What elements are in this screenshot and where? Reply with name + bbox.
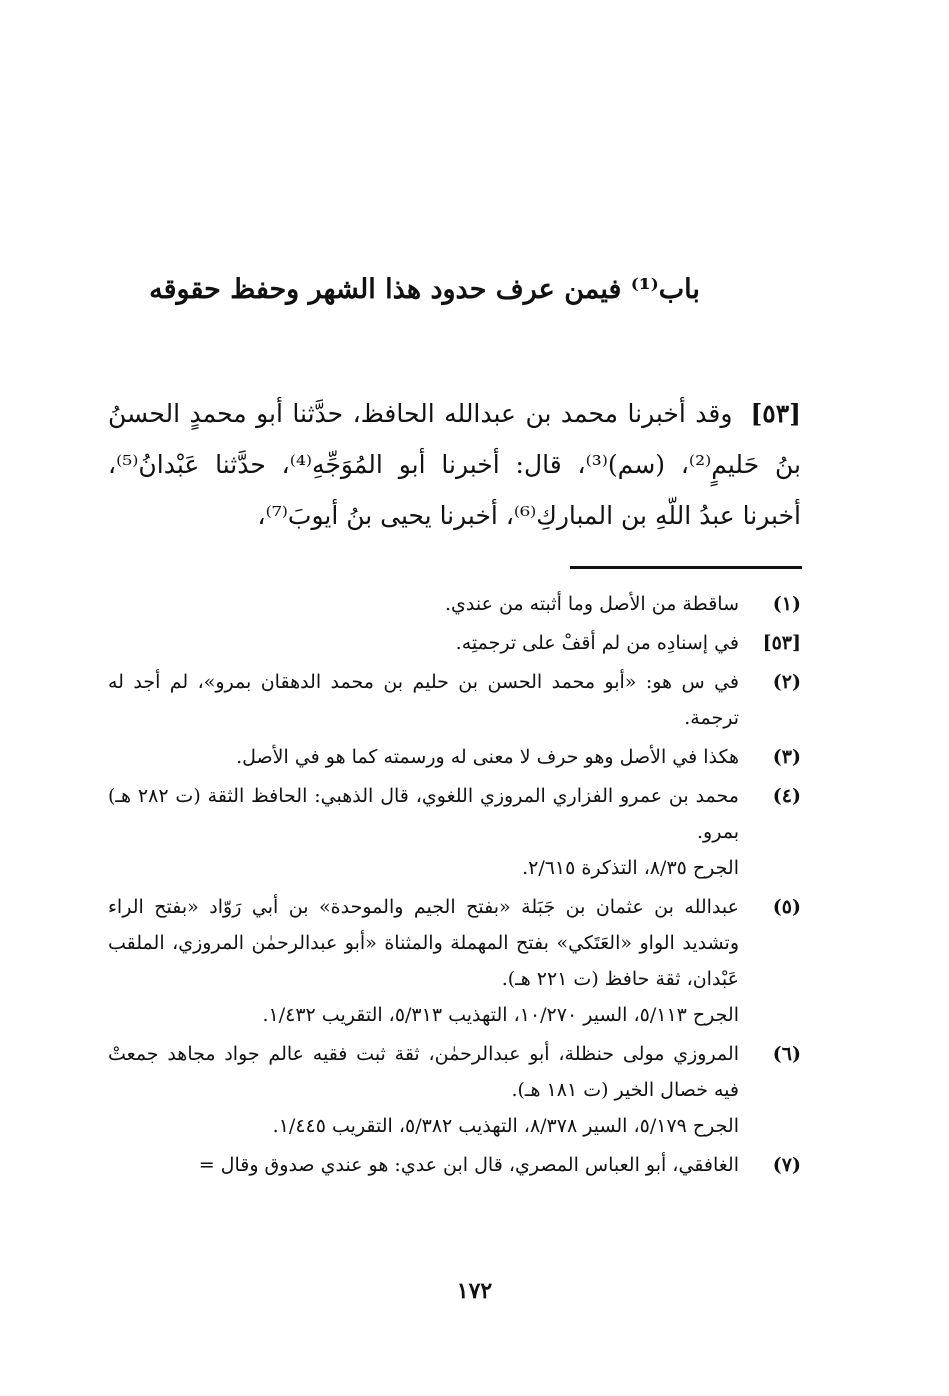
entry-number: [٥٣] — [750, 399, 801, 428]
footnote-number: (٢) — [772, 671, 801, 693]
chapter-title: باب⁽¹⁾ فيمن عرف حدود هذا الشهر وحفظ حقوقه — [149, 274, 700, 305]
footnote-7 — [108, 1147, 801, 1183]
footnote-number: (٥) — [772, 896, 801, 918]
footnote-2 — [108, 664, 801, 736]
footnote-number: [٥٣] — [762, 632, 801, 654]
footnote-1 — [108, 586, 801, 622]
footnotes — [108, 586, 801, 1186]
footnote-text: ساقطة من الأصل وما أثبته من عندي. — [444, 593, 739, 615]
footnote-text: محمد بن عمرو الفزاري المروزي اللغوي، قال الذهبي: الحافظ الثقة (ت ٢٨٢ هـ) بمرو. الجرح ٨/٣٥، التذكرة ٢/٦١٥. — [108, 778, 739, 886]
footnote-text: هكذا في الأصل وهو حرف لا معنى له ورسمته كما هو في الأصل. — [236, 746, 739, 768]
footnote-number: (٤) — [772, 785, 801, 807]
footnote-reference: الجرح ٥/١٧٩، السير ٨/٣٧٨، التهذيب ٥/٣٨٢، التقريب ١/٤٤٥. — [272, 1115, 739, 1137]
footnote-text: في س هو: «أبو محمد الحسن بن حليم بن محمد الدهقان بمرو»، لم أجد له ترجمة. — [108, 671, 739, 729]
footnote-5 — [108, 889, 801, 1033]
footnote-divider — [570, 566, 802, 569]
footnote-number: (٣) — [772, 746, 801, 768]
footnote-number: (٦) — [772, 1043, 801, 1065]
footnote-text: الغافقي، أبو العباس المصري، قال ابن عدي: هو عندي صدوق وقال = — [198, 1154, 739, 1176]
footnote-6 — [108, 1036, 801, 1144]
footnote-3 — [108, 739, 801, 775]
footnote-reference: الجرح ٥/١١٣، السير ١٠/٢٧٠، التهذيب ٥/٣١٣، التقريب ١/٤٣٢. — [262, 1004, 739, 1026]
footnote-53 — [108, 625, 801, 661]
footnote-text: عبدالله بن عثمان بن جَبَلة «بفتح الجيم والموحدة» بن أبي رَوّاد «بفتح الراء وتشديد الواو «العَتَكي» بفتح المهملة والمثناة «أبو عبدالرحمٰن المروزي، الملقب عَبْدان، ثقة حافظ (ت ٢٢١ هـ). الجرح ٥/١١٣، السير ١٠/٢٧٠، التهذيب ٥/٣١٣، التقريب ١/٤٣٢. — [108, 889, 739, 1033]
footnote-reference: الجرح ٨/٣٥، التذكرة ٢/٦١٥. — [522, 857, 739, 879]
page-number: ١٧٢ — [456, 1278, 493, 1304]
footnote-number: (٧) — [772, 1154, 801, 1176]
footnote-number: (١) — [772, 593, 801, 615]
footnote-4 — [108, 778, 801, 886]
footnote-text: المروزي مولى حنظلة، أبو عبدالرحمٰن، ثقة ثبت فقيه عالم جواد مجاهد جمعتْ فيه خصال الخير (ت ١٨١ هـ). الجرح ٥/١٧٩، السير ٨/٣٧٨، التهذيب ٥/٣٨٢، التقريب ١/٤٤٥. — [108, 1036, 739, 1144]
footnote-text: في إسنادِه من لم أقفْ على ترجمتِه. — [455, 632, 739, 654]
main-text — [108, 388, 801, 541]
entry-text: وقد أخبرنا محمد بن عبدالله الحافظ، حدَّثنا أبو محمدٍ الحسنُ بنُ حَليمٍ⁽²⁾، (سم)⁽³⁾، قال: أخبرنا أبو المُوَجِّهِ⁽⁴⁾، حدَّثنا عَبْدانُ⁽⁵⁾، أخبرنا عبدُ اللّهِ بن المباركِ⁽⁶⁾، أخبرنا يحيى بنُ أيوبَ⁽⁷⁾، — [108, 399, 801, 530]
